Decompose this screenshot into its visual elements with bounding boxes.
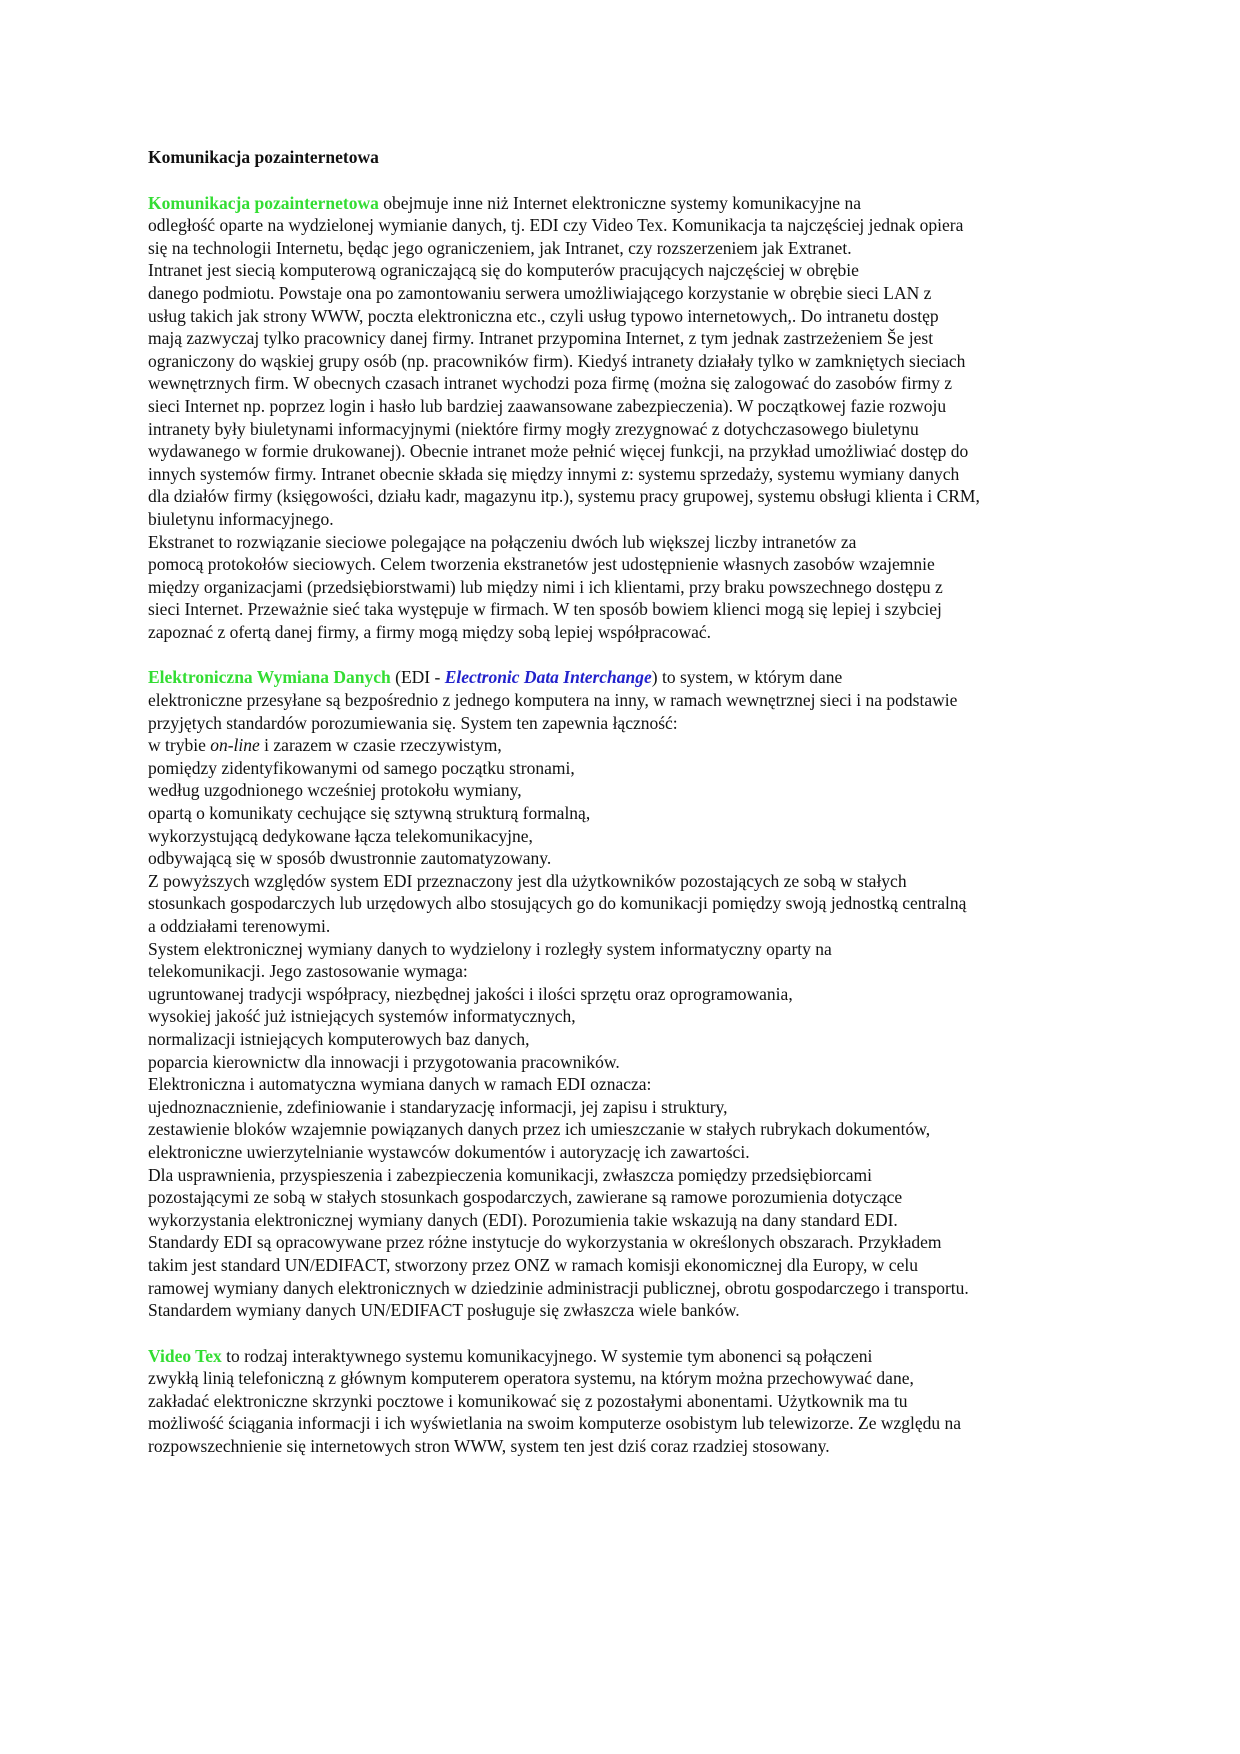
paragraph-line: sieci Internet np. poprzez login i hasło lub bardziej zaawansowane zabezpieczenia). W początkowej fazie rozwoju (148, 395, 947, 416)
highlighted-term: Elektroniczna Wymiana Danych (148, 667, 391, 688)
paragraph-line: wykorzystującą dedykowane łącza telekomunikacyjne, (148, 825, 533, 846)
paragraph-line (148, 734, 1098, 757)
paragraph-line: wysokiej jakość już istniejących systemów informatycznych, (148, 1006, 576, 1027)
paragraph-line: rozpowszechnienie się internetowych stron WWW, system ten jest dziś coraz rzadziej stosowany. (148, 1436, 830, 1457)
document-page (148, 146, 1098, 1481)
emphasis-text: on-line (210, 735, 260, 756)
line-text: obejmuje inne niż Internet elektroniczne systemy komunikacyjne na (378, 192, 861, 213)
paragraph-line: pomocą protokołów sieciowych. Celem tworzenia ekstranetów jest udostępnienie własnych zasobów wzajemnie (148, 554, 935, 575)
paragraph-line: intranety były biuletynami informacyjnymi (niektóre firmy mogły zrezygnować z dotychczasowego biuletynu (148, 418, 919, 439)
paragraph-line: przyjętych standardów porozumiewania się. System ten zapewnia łączność: (148, 712, 678, 733)
paragraph-line: takim jest standard UN/EDIFACT, stworzony przez ONZ w ramach komisji ekonomicznej dla Europy, w celu (148, 1254, 918, 1275)
section-video-tex (148, 1345, 1098, 1458)
paragraph-line: możliwość ściągania informacji i ich wyświetlania na swoim komputerze osobistym lub telewizorze. Ze względu na (148, 1413, 962, 1434)
paragraph-line: według uzgodnionego wcześniej protokołu wymiany, (148, 780, 522, 801)
paragraph-line: System elektronicznej wymiany danych to wydzielony i rozległy system informatyczny oparty na (148, 938, 832, 959)
paragraph-line: opartą o komunikaty cechujące się sztywną strukturą formalną, (148, 803, 591, 824)
paragraph-line: Standardy EDI są opracowywane przez różne instytucje do wykorzystania w określonych obszarach. Przykładem (148, 1232, 942, 1253)
paragraph-line: normalizacji istniejących komputerowych baz danych, (148, 1028, 530, 1049)
paragraph-line: stosunkach gospodarczych lub urzędowych albo stosujących go do komunikacji pomiędzy swoją jednostką centralną (148, 893, 967, 914)
paragraph-line (148, 666, 1098, 689)
paragraph-line: a oddziałami terenowymi. (148, 916, 331, 936)
paragraph-line: Elektroniczna i automatyczna wymiana danych w ramach EDI oznacza: (148, 1074, 652, 1095)
paragraph-line: zapoznać z ofertą danej firmy, a firmy mogą między sobą lepiej współpracować. (148, 621, 711, 642)
paragraph-line: ujednoznacznienie, zdefiniowanie i standaryzację informacji, jej zapisu i struktury, (148, 1096, 728, 1117)
paragraph-line: odbywającą się w sposób dwustronnie zautomatyzowany. (148, 848, 552, 869)
paragraph-line: telekomunikacji. Jego zastosowanie wymaga: (148, 961, 468, 982)
paragraph-line: Standardem wymiany danych UN/EDIFACT posługuje się zwłaszcza wiele banków. (148, 1300, 740, 1321)
paragraph-line: innych systemów firmy. Intranet obecnie składa się między innymi z: systemu sprzedaży, systemu wymiany danych (148, 463, 960, 484)
paragraph-line: mają zazwyczaj tylko pracownicy danej firmy. Intranet przypomina Internet, z tym jednak zastrzeżeniem Še jest (148, 328, 934, 349)
highlighted-term: Komunikacja pozainternetowa (148, 192, 379, 213)
paragraph-line: ugruntowanej tradycji współpracy, niezbędnej jakości i ilości sprzętu oraz oprogramowania, (148, 983, 793, 1004)
paragraph-line: Intranet jest siecią komputerową ograniczającą się do komputerów pracujących najczęściej w obrębie (148, 260, 859, 281)
paragraph-line: biuletynu informacyjnego. (148, 508, 334, 529)
line-text: to rodzaj interaktywnego systemu komunikacyjnego. W systemie tym abonenci są połączeni (221, 1345, 873, 1366)
paragraph-line: odległość oparte na wydzielonej wymianie danych, tj. EDI czy Video Tex. Komunikacja ta najczęściej jednak opiera (148, 215, 964, 236)
line-text: ) to system, w którym dane (651, 667, 843, 688)
paragraph-line: wewnętrznych firm. W obecnych czasach intranet wychodzi poza firmę (można się zalogować do zasobów firmy z (148, 373, 953, 394)
paragraph-line: wykorzystania elektronicznej wymiany danych (EDI). Porozumienia takie wskazują na dany standard EDI. (148, 1209, 898, 1230)
paragraph-line: ograniczony do wąskiej grupy osób (np. pracowników firm). Kiedyś intranety działały tylko w zamkniętych sieciach (148, 350, 966, 371)
line-text: w trybie (148, 735, 211, 756)
highlighted-term: Video Tex (148, 1345, 222, 1366)
page-title: Komunikacja pozainternetowa (148, 147, 379, 167)
paragraph-line: elektroniczne uwierzytelnianie wystawców dokumentów i autoryzację ich zawartości. (148, 1141, 750, 1162)
line-text: (EDI - (390, 667, 445, 688)
paragraph-line: pomiędzy zidentyfikowanymi od samego początku stronami, (148, 757, 575, 778)
paragraph-line: ramowej wymiany danych elektronicznych w dziedzinie administracji publicznej, obrotu gospodarczego i transportu. (148, 1277, 969, 1298)
paragraph-line: się na technologii Internetu, będąc jego ograniczeniem, jak Intranet, czy rozszerzeniem jak Extranet. (148, 237, 852, 258)
paragraph-line: wydawanego w formie drukowanej). Obecnie intranet może pełnić więcej funkcji, na przykład umożliwiać dostęp do (148, 441, 969, 462)
english-term: Electronic Data Interchange (444, 667, 652, 688)
paragraph-line: sieci Internet. Przeważnie sieć taka występuje w firmach. W ten sposób bowiem klienci mogą się lepiej i szybciej (148, 599, 942, 620)
paragraph-line: pozostającymi ze sobą w stałych stosunkach gospodarczych, zawierane są ramowe porozumienia dotyczące (148, 1187, 903, 1208)
paragraph-line: elektroniczne przesyłane są bezpośrednio z jednego komputera na inny, w ramach wewnętrznej sieci i na podstawie (148, 690, 958, 711)
line-text: i zarazem w czasie rzeczywistym, (259, 735, 502, 756)
section-komunikacja (148, 192, 1098, 644)
paragraph-line: Ekstranet to rozwiązanie sieciowe polegające na połączeniu dwóch lub większej liczby intranetów za (148, 531, 857, 552)
paragraph-line: poparcia kierownictw dla innowacji i przygotowania pracowników. (148, 1051, 620, 1072)
paragraph-line (148, 192, 1098, 215)
paragraph-line: danego podmiotu. Powstaje ona po zamontowaniu serwera umożliwiającego korzystanie w obrębie sieci LAN z (148, 282, 932, 303)
paragraph-line: między organizacjami (przedsiębiorstwami) lub między nimi i ich klientami, przy braku powszechnego dostępu z (148, 576, 943, 597)
paragraph-line: Dla usprawnienia, przyspieszenia i zabezpieczenia komunikacji, zwłaszcza pomiędzy przedsiębiorcami (148, 1164, 872, 1185)
paragraph-line: zwykłą linią telefoniczną z głównym komputerem operatora systemu, na którym można przechowywać dane, (148, 1368, 914, 1389)
paragraph-line: zakładać elektroniczne skrzynki pocztowe i komunikować się z pozostałymi abonentami. Użytkownik ma tu (148, 1390, 908, 1411)
paragraph-line: Z powyższych względów system EDI przeznaczony jest dla użytkowników pozostających ze sobą w stałych (148, 870, 907, 891)
paragraph-line: usług takich jak strony WWW, poczta elektroniczna etc., czyli usług typowo internetowych,. Do intranetu dostęp (148, 305, 939, 326)
paragraph-line: zestawienie bloków wzajemnie powiązanych danych przez ich umieszczanie w stałych rubrykach dokumentów, (148, 1119, 931, 1140)
section-edi (148, 666, 1098, 1321)
paragraph-line: dla działów firmy (księgowości, działu kadr, magazynu itp.), systemu pracy grupowej, systemu obsługi klienta i CRM, (148, 486, 980, 507)
paragraph-line (148, 1345, 1098, 1368)
